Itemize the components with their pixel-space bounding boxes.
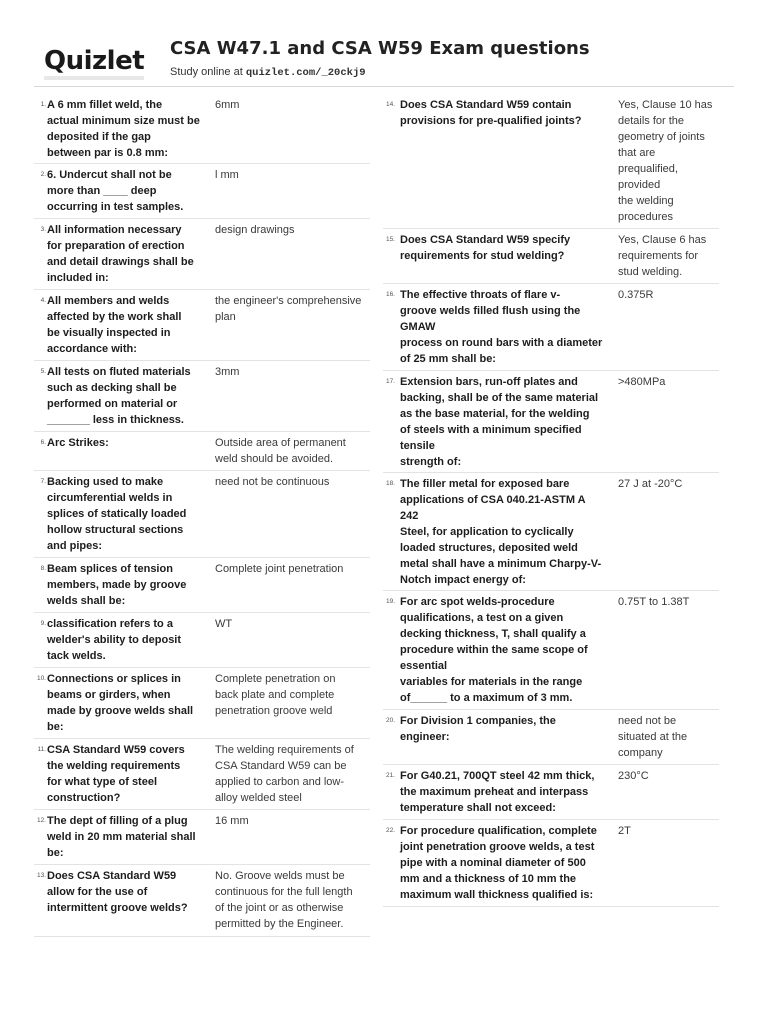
question-number: 1.: [40, 101, 46, 108]
question-text: The filler metal for exposed bare applications of CSA 040.21-ASTM A 242 Steel, for application to cyclically loaded structures, deposited weld metal shall have a minimum Charpy-V- Notch impact energy of:: [400, 478, 602, 586]
question-row: [383, 765, 719, 820]
header-divider: [34, 86, 734, 87]
question-number: 17.: [385, 378, 395, 385]
answer-text: Yes, Clause 6 has requirements for stud welding.: [618, 234, 707, 278]
question-row: [34, 164, 370, 219]
question-number: 20.: [385, 717, 395, 724]
question-row: [34, 558, 370, 613]
question-number: 8.: [40, 565, 46, 572]
question-number: 5.: [40, 368, 46, 375]
answer-text: design drawings: [215, 224, 295, 236]
question-row: [34, 471, 370, 558]
question-row: [383, 94, 719, 229]
question-text: All information necessary for preparation of erection and detail drawings shall be included in:: [47, 224, 194, 284]
page-header: [34, 32, 734, 88]
answer-text: Complete joint penetration: [215, 563, 344, 575]
question-number: 12.: [36, 817, 46, 824]
question-number: 7.: [40, 478, 46, 485]
quizlet-logo[interactable]: Quizlet: [44, 46, 145, 76]
question-text: Connections or splices in beams or girders, when made by groove welds shall be:: [47, 673, 194, 733]
answer-text: Outside area of permanent weld should be avoided.: [215, 437, 346, 465]
question-row: [34, 613, 370, 668]
logo-underline: [44, 76, 144, 80]
question-text: classification refers to a welder's ability to deposit tack welds.: [47, 618, 182, 662]
question-text: For arc spot welds-procedure qualifications, a test on a given decking thickness, T, shall qualify a procedure within the same scope of essential variables for materials in the range of______ to a maximum of 3 mm.: [400, 596, 588, 704]
answer-text: Complete penetration on back plate and complete penetration groove weld: [215, 673, 336, 717]
answer-text: 2T: [618, 825, 631, 837]
answer-text: 230°C: [618, 770, 649, 782]
page-title: CSA W47.1 and CSA W59 Exam questions: [170, 38, 590, 59]
question-row: [34, 94, 370, 164]
question-number: 14.: [385, 101, 395, 108]
questions-column-left: [34, 94, 370, 937]
question-row: [34, 219, 370, 290]
question-text: For Division 1 companies, the engineer:: [400, 715, 556, 743]
question-number: 15.: [385, 236, 395, 243]
question-text: Beam splices of tension members, made by groove welds shall be:: [47, 563, 187, 607]
question-row: [34, 668, 370, 739]
question-row: [383, 371, 719, 473]
question-text: Does CSA Standard W59 allow for the use of intermittent groove welds?: [47, 870, 188, 914]
question-number: 6.: [40, 439, 46, 446]
question-text: For procedure qualification, complete joint penetration groove welds, a test pipe with a nominal diameter of 500 mm and a thickness of 10 mm the maximum wall thickness qualified is:: [400, 825, 597, 901]
question-number: 18.: [385, 480, 395, 487]
answer-text: WT: [215, 618, 233, 630]
answer-text: Yes, Clause 10 has details for the geometry of joints that are prequalified, provided the welding procedures: [618, 99, 713, 223]
answer-text: 16 mm: [215, 815, 249, 827]
question-row: [383, 473, 719, 591]
question-text: All tests on fluted materials such as decking shall be performed on material or _______ less in thickness.: [47, 366, 191, 426]
study-link[interactable]: quizlet.com/_20ckj9: [245, 67, 366, 79]
question-text: 6. Undercut shall not be more than ____ deep occurring in test samples.: [47, 169, 184, 213]
question-text: Extension bars, run-off plates and backing, shall be of the same material as the base material, for the welding of steels with a minimum specified tensile strength of:: [400, 376, 599, 468]
question-row: [34, 290, 370, 361]
question-row: [34, 432, 370, 471]
question-number: 11.: [37, 746, 46, 753]
question-number: 13.: [36, 872, 46, 879]
question-text: A 6 mm fillet weld, the actual minimum size must be deposited if the gap between par is 0.8 mm:: [47, 99, 200, 159]
answer-text: 6mm: [215, 99, 240, 111]
page-subtitle: [170, 66, 366, 79]
question-text: Does CSA Standard W59 contain provisions for pre-qualified joints?: [400, 99, 582, 127]
answer-text: 27 J at -20°C: [618, 478, 683, 490]
question-row: [383, 284, 719, 371]
answer-text: 0.375R: [618, 289, 654, 301]
question-text: For G40.21, 700QT steel 42 mm thick, the maximum preheat and interpass temperature shall not exceed:: [400, 770, 595, 814]
question-number: 9.: [40, 620, 46, 627]
question-number: 2.: [40, 171, 46, 178]
question-row: [383, 820, 719, 907]
question-row: [34, 810, 370, 865]
question-text: Does CSA Standard W59 specify requirements for stud welding?: [400, 234, 571, 262]
question-row: [34, 361, 370, 432]
question-row: [383, 710, 719, 765]
answer-text: 3mm: [215, 366, 240, 378]
question-number: 19.: [385, 598, 395, 605]
answer-text: need not be continuous: [215, 476, 330, 488]
answer-text: >480MPa: [618, 376, 666, 388]
question-row: [34, 865, 370, 937]
answer-text: l mm: [215, 169, 239, 181]
subtitle-prefix: Study online at: [170, 66, 246, 78]
answer-text: the engineer's comprehensive plan: [215, 295, 362, 323]
answer-text: 0.75T to 1.38T: [618, 596, 690, 608]
answer-text: The welding requirements of CSA Standard W59 can be applied to carbon and low- alloy welded steel: [215, 744, 354, 804]
answer-text: No. Groove welds must be continuous for the full length of the joint or as otherwise permitted by the Engineer.: [215, 870, 353, 930]
question-text: The effective throats of flare v- groove welds filled flush using the GMAW process on round bars with a diameter of 25 mm shall be:: [400, 289, 603, 365]
question-number: 16.: [385, 291, 395, 298]
question-text: Backing used to make circumferential welds in splices of statically loaded hollow structural sections and pipes:: [47, 476, 187, 552]
question-row: [383, 591, 719, 710]
question-number: 21.: [385, 772, 395, 779]
questions-column-right: [383, 94, 719, 907]
question-row: [383, 229, 719, 284]
question-number: 4.: [40, 297, 46, 304]
question-number: 22.: [385, 827, 395, 834]
question-text: Arc Strikes:: [47, 437, 109, 449]
question-row: [34, 739, 370, 810]
question-number: 10.: [36, 675, 46, 682]
question-text: CSA Standard W59 covers the welding requirements for what type of steel construction?: [47, 744, 185, 804]
question-text: The dept of filling of a plug weld in 20 mm material shall be:: [47, 815, 196, 859]
answer-text: need not be situated at the company: [618, 715, 688, 759]
question-text: All members and welds affected by the work shall be visually inspected in accordance with:: [47, 295, 182, 355]
question-number: 3.: [40, 226, 46, 233]
